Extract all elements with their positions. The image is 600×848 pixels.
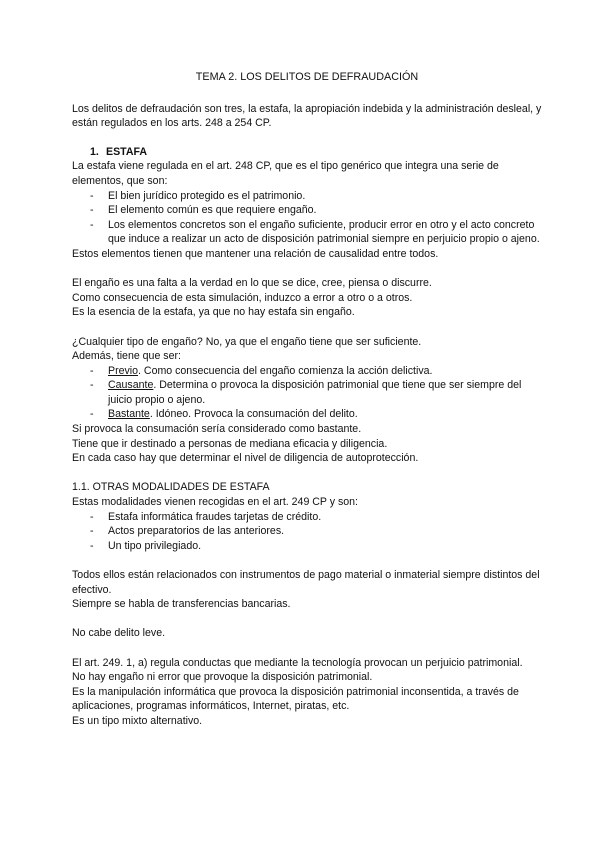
spacer xyxy=(72,612,542,627)
term-description: . Determina o provoca la disposición patrimonial que tiene que ser siempre del juicio propio o ajeno. xyxy=(108,379,522,406)
paragraph: En cada caso hay que determinar el nivel de diligencia de autoprotección. xyxy=(72,452,419,465)
page-title: TEMA 2. LOS DELITOS DE DEFRAUDACIÓN xyxy=(195,71,419,83)
paragraph: Tiene que ir destinado a personas de mediana eficacia y diligencia. xyxy=(72,437,388,450)
paragraph: No cabe delito leve. xyxy=(72,627,166,640)
spacer xyxy=(72,641,542,656)
section-number: 1. xyxy=(90,145,99,158)
list-item: - El elemento común es que requiere engaño. xyxy=(90,203,542,218)
term-underlined: Previo xyxy=(108,364,139,377)
paragraph: Estos elementos tienen que mantener una relación de causalidad entre todos. xyxy=(72,247,439,260)
spacer xyxy=(72,262,542,277)
list-item: - Actos preparatorios de las anteriores. xyxy=(90,524,542,539)
paragraph: Es la manipulación informática que provoca la disposición patrimonial inconsentida, a través de aplicaciones, programas informáticos, Internet, piratas, etc. xyxy=(72,685,519,713)
spacer xyxy=(72,466,542,481)
list-item xyxy=(90,378,542,407)
paragraph: El engaño es una falta a la verdad en lo que se dice, cree, piensa o discurre. xyxy=(72,277,432,290)
paragraph: Es la esencia de la estafa, ya que no hay estafa sin engaño. xyxy=(72,306,355,319)
paragraph: Además, tiene que ser: xyxy=(72,350,181,363)
elements-list xyxy=(72,189,542,247)
paragraph: El art. 249. 1, a) regula conductas que mediante la tecnología provocan un perjuicio patrimonial. xyxy=(72,656,523,669)
list-item: - Los elementos concretos son el engaño suficiente, producir error en otro y el acto concreto que induce a realizar un acto de disposición patrimonial siempre en perjuicio propio o ajeno. xyxy=(90,218,542,247)
subsection-heading: 1.1. OTRAS MODALIDADES DE ESTAFA xyxy=(72,481,270,494)
paragraph: Es un tipo mixto alternativo. xyxy=(72,714,203,727)
list-item xyxy=(90,407,542,422)
paragraph: Como consecuencia de esta simulación, induzco a error a otro o a otros. xyxy=(72,291,413,304)
paragraph: La estafa viene regulada en el art. 248 CP, que es el tipo genérico que integra una serie de elementos, que son: xyxy=(72,160,499,187)
paragraph: ¿Cualquier tipo de engaño? No, ya que el engaño tiene que ser suficiente. xyxy=(72,335,422,348)
section-heading-text: ESTAFA xyxy=(106,145,148,158)
term-underlined: Causante xyxy=(108,379,154,392)
term-description: . Como consecuencia del engaño comienza la acción delictiva. xyxy=(138,364,433,377)
modalities-list xyxy=(72,510,542,554)
list-item: - El bien jurídico protegido es el patrimonio. xyxy=(90,189,542,204)
paragraph: No hay engaño ni error que provoque la disposición patrimonial. xyxy=(72,671,373,684)
term-description: . Idóneo. Provoca la consumación del delito. xyxy=(149,408,358,421)
spacer xyxy=(72,553,542,568)
list-item: - Un tipo privilegiado. xyxy=(90,539,542,554)
paragraph: Estas modalidades vienen recogidas en el art. 249 CP y son: xyxy=(72,496,359,509)
paragraph: Si provoca la consumación sería considerado como bastante. xyxy=(72,423,362,436)
term-underlined: Bastante xyxy=(108,408,150,421)
paragraph: Siempre se habla de transferencias bancarias. xyxy=(72,598,291,611)
list-item: - Estafa informática fraudes tarjetas de crédito. xyxy=(90,510,542,525)
intro-paragraph: Los delitos de defraudación son tres, la estafa, la apropiación indebida y la administración desleal, y están regulados en los arts. 248 a 254 CP. xyxy=(72,102,542,130)
document-body xyxy=(72,70,542,729)
list-item xyxy=(90,364,542,379)
qualities-list xyxy=(72,364,542,422)
spacer xyxy=(72,320,542,335)
section-heading-estafa xyxy=(90,145,542,160)
paragraph: Todos ellos están relacionados con instrumentos de pago material o inmaterial siempre distintos del efectivo. xyxy=(72,569,540,596)
